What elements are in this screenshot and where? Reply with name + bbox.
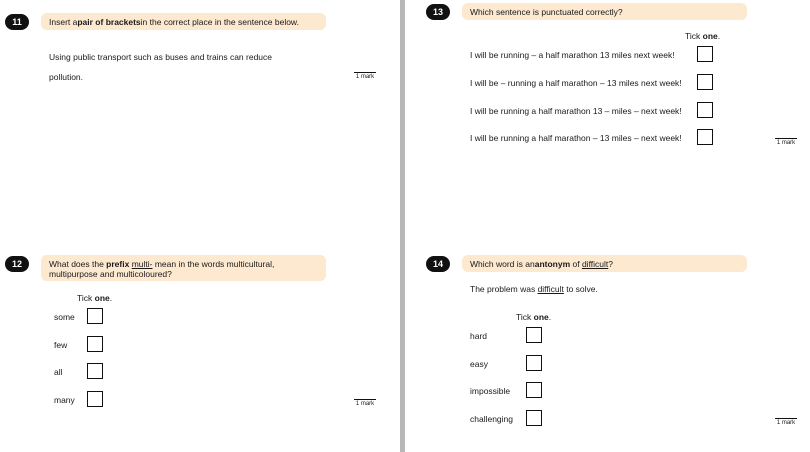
option-label: I will be running – a half marathon 13 miles next week!: [470, 50, 675, 60]
prompt-line-2: multipurpose and multicoloured?: [49, 269, 172, 279]
mark-label: 1 mark: [776, 420, 796, 426]
question-number: 12: [5, 256, 29, 272]
option-checkbox[interactable]: [87, 336, 103, 352]
prompt-text: mean in the words multicultural,: [152, 259, 275, 269]
prompt-underlined-text: difficult: [581, 258, 609, 269]
option-checkbox[interactable]: [87, 308, 103, 324]
prompt-text: What does the: [49, 259, 107, 269]
prompt-text: Insert a: [49, 16, 78, 27]
prompt-text: of: [570, 258, 582, 269]
option-checkbox[interactable]: [697, 129, 713, 145]
option-label: all: [54, 367, 63, 377]
option-label: I will be running a half marathon – 13 miles – next week!: [470, 133, 682, 143]
question-prompt: [41, 13, 326, 30]
option-checkbox[interactable]: [526, 355, 542, 371]
question-prompt: [41, 255, 326, 281]
prompt-text: ?: [608, 258, 613, 269]
option-checkbox[interactable]: [526, 327, 542, 343]
question-number: 11: [5, 14, 29, 30]
sentence-line-1[interactable]: Using public transport such as buses and trains can reduce: [49, 52, 273, 62]
sentence-line-2[interactable]: pollution.: [49, 72, 84, 82]
option-checkbox[interactable]: [697, 46, 713, 62]
option-checkbox[interactable]: [526, 382, 542, 398]
mark-label: 1 mark: [355, 74, 375, 80]
question-prompt: [462, 255, 747, 272]
option-label: challenging: [470, 414, 514, 424]
prompt-bold-text: prefix: [106, 259, 130, 269]
option-label: few: [54, 340, 68, 350]
option-label: impossible: [470, 386, 511, 396]
option-label: I will be – running a half marathon – 13 miles next week!: [470, 78, 682, 88]
option-checkbox[interactable]: [87, 391, 103, 407]
option-label: easy: [470, 359, 488, 369]
option-label: many: [54, 395, 75, 405]
option-label: some: [54, 312, 75, 322]
question-number: 13: [426, 4, 450, 20]
page-divider: [400, 0, 405, 452]
option-label: hard: [470, 331, 488, 341]
example-sentence: The problem was difficult to solve.: [470, 284, 598, 294]
mark-label: 1 mark: [776, 140, 796, 146]
option-checkbox[interactable]: [526, 410, 542, 426]
question-number: 14: [426, 256, 450, 272]
option-checkbox[interactable]: [697, 102, 713, 118]
prompt-text: in the correct place in the sentence below.: [140, 16, 299, 27]
question-prompt: Which sentence is punctuated correctly?: [462, 3, 747, 20]
prompt-underlined-text: multi-: [131, 259, 153, 269]
prompt-bold-text: antonym: [534, 258, 571, 269]
option-checkbox[interactable]: [87, 363, 103, 379]
prompt-bold-text: pair of brackets: [77, 16, 141, 27]
option-checkbox[interactable]: [697, 74, 713, 90]
tick-instruction: Tick one.: [516, 312, 552, 322]
option-label: I will be running a half marathon 13 – miles – next week!: [470, 106, 682, 116]
tick-instruction: Tick one.: [685, 31, 721, 41]
prompt-text: Which word is an: [470, 258, 535, 269]
mark-label: 1 mark: [355, 401, 375, 407]
tick-instruction: Tick one.: [77, 293, 113, 303]
